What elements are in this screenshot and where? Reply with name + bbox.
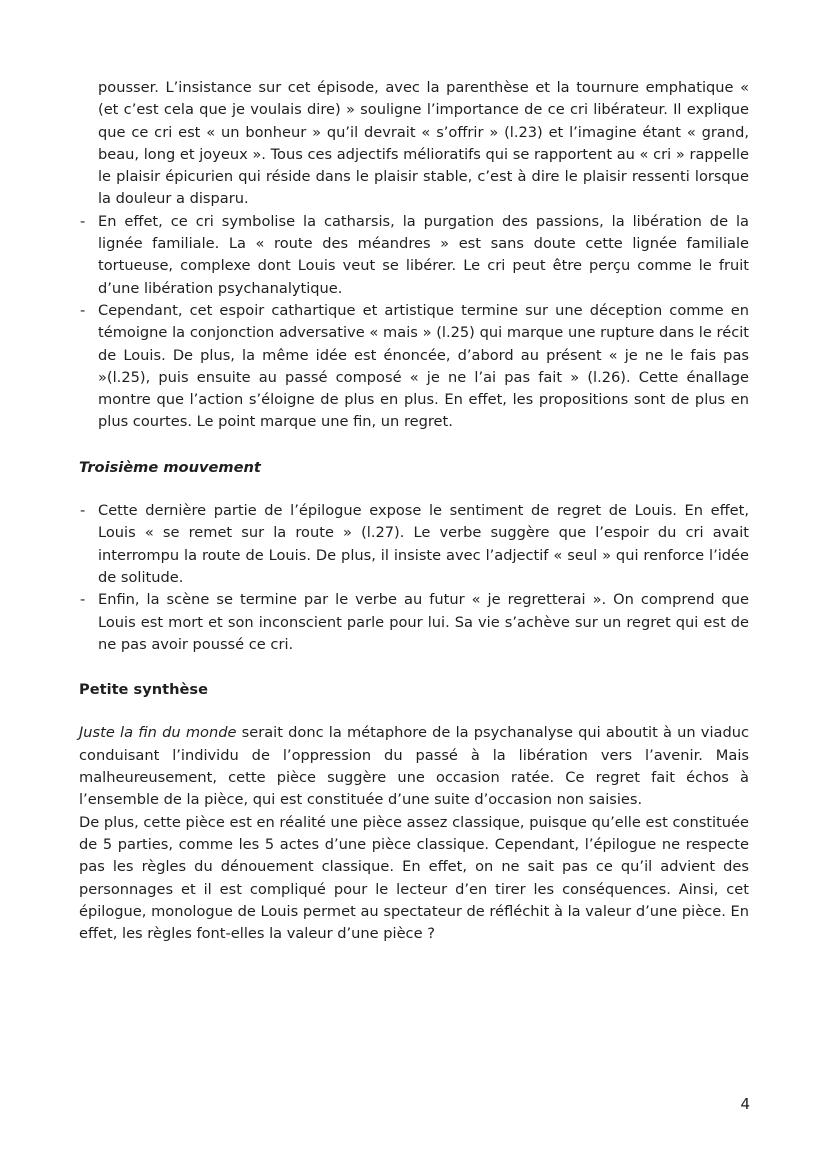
page-number: 4 [740, 1095, 750, 1113]
bullet-item [79, 211, 749, 300]
section-heading-troisieme-mouvement: Troisième mouvement [79, 458, 261, 476]
bullet-dash: - [80, 301, 86, 319]
bullet-item [79, 589, 749, 656]
bullet-item [79, 500, 749, 589]
continuation-paragraph: pousser. L’insistance sur cet épisode, avec la parenthèse et la tournure emphatique « (et c’est cela que je voulais dire) » souligne l’importance de ce cri libérateur. Il explique que ce cri est « un bonheur » qu’il devrait « s’offrir » (l.23) et l’imagine étant « grand, beau, long et joyeux ». Tous ces adjectifs mélioratifs qui se rapportent au « cri » rappelle le plaisir épicurien qui réside dans le plaisir stable, c’est à dire le plaisir ressenti lorsque la douleur a disparu. [98, 79, 749, 208]
bullet-dash: - [80, 591, 86, 609]
bullet-text: Enfin, la scène se termine par le verbe au futur « je regretterai ». On comprend que Louis est mort et son inconscient parle pour lui. Sa vie s’achève sur un regret qui est de ne pas avoir poussé ce cri. [98, 591, 749, 653]
bullet-text: Cependant, cet espoir cathartique et artistique termine sur une déception comme en témoigne la conjonction adversative « mais » (l.25) qui marque une rupture dans le récit de Louis. De plus, la même idée est énoncée, d’abord au présent « je ne le fais pas »(l.25), puis ensuite au passé composé « je ne l’ai pas fait » (l.26). Cette énallage montre que l’action s’éloigne de plus en plus. En effet, les propositions sont de plus en plus courtes. Le point marque une fin, un regret. [98, 301, 749, 431]
bullet-item [79, 300, 749, 434]
synthese-paragraph-1-text: serait donc la métaphore de la psychanalyse qui aboutit à un viaduc conduisant l’individu de l’oppression du passé à la libération vers l’avenir. Mais malheureusement, cette pièce suggère une occasion ratée. Ce regret fait échos à l’ensemble de la pièce, qui est constituée d’une suite d’occasion non saisies. [79, 724, 749, 809]
page-content [79, 77, 749, 945]
synthese-paragraph-1 [79, 722, 749, 811]
bullet-text: En effet, ce cri symbolise la catharsis, la purgation des passions, la libération de la lignée familiale. La « route des méandres » est sans doute cette lignée familiale tortueuse, complexe dont Louis veut se libérer. Le cri peut être perçu comme le fruit d’une libération psychanalytique. [98, 212, 749, 297]
section-heading-petite-synthese: Petite synthèse [79, 681, 208, 699]
synthese-paragraph-2: De plus, cette pièce est en réalité une pièce assez classique, puisque qu’elle est constituée de 5 parties, comme les 5 actes d’une pièce classique. Cependant, l’épilogue ne respecte pas les règles du dénouement classique. En effet, on ne sait pas ce qu’il advient des personnages et il est compliqué pour le lecteur d’en tirer les conséquences. Ainsi, cet épilogue, monologue de Louis permet au spectateur de réfléchit à la valeur d’une pièce. En effet, les règles font-elles la valeur d’une pièce ? [79, 813, 749, 943]
bullet-dash: - [80, 502, 86, 520]
bullet-dash: - [80, 212, 86, 230]
work-title: Juste la fin du monde [79, 724, 237, 742]
bullet-text: Cette dernière partie de l’épilogue expose le sentiment de regret de Louis. En effet, Louis « se remet sur la route » (l.27). Le verbe suggère que l’espoir du cri avait interrompu la route de Louis. De plus, il insiste avec l’adjectif « seul » qui renforce l’idée de solitude. [98, 502, 749, 586]
